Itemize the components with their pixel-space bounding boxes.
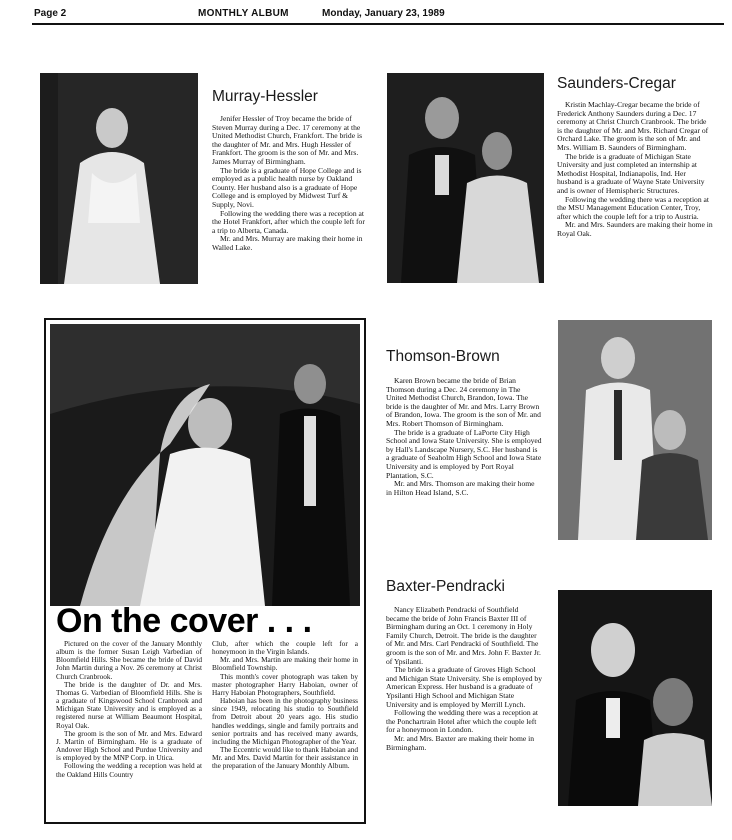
article-paragraph: Kristin Machlay-Cregar became the bride of Frederick Anthony Saunders during a Dec. 17 ceremony at Christ Church Cranbrook. The bride is the daughter of Mr. and Mrs. Richard Cregar of Orchard Lake. The groom is the son of Mr. and Mrs. William B. Saunders of Birmingham. bbox=[557, 100, 709, 152]
page-header bbox=[0, 8, 732, 22]
cover-column-left bbox=[56, 640, 202, 779]
article-paragraph: Mr. and Mrs. Saunders are making their home in Royal Oak. bbox=[557, 220, 713, 238]
article-paragraph: Following the wedding there was a reception at the Hotel Frankfort, after which the couple left for a trip to Alberta, Canada. bbox=[212, 208, 365, 235]
publication-name: MONTHLY ALBUM bbox=[198, 8, 289, 19]
article-paragraph: Following the wedding there was a reception at the MSU Management Education Center, Troy, after which the couple left for a trip to Austria. bbox=[557, 194, 710, 221]
article-paragraph: The bride is a graduate of Groves High School and Michigan State University. She is employed by American Express. Her husband is a graduate of Ypsilanti High School and Michigan State University and is employed by Merrill Lynch. bbox=[386, 665, 542, 709]
thomson-brown-article bbox=[386, 377, 542, 497]
article-paragraph: The groom is the son of Mr. and Mrs. Edward J. Martin of Birmingham. He is a graduate of Andover High School and Purdue University and is employed by the MNP Corp. in Utica. bbox=[56, 728, 202, 763]
article-paragraph: Pictured on the cover of the January Monthly album is the former Susan Leigh Varbedian of Bloomfield Hills. She became the bride of David John Martin during a Nov. 26 ceremony at Christ Church Cranbrook. bbox=[56, 639, 202, 681]
article-paragraph: The bride is the daughter of Dr. and Mrs. Thomas G. Varbedian of Bloomfield Hills. She is a graduate of Kingswood School Cranbrook and Michigan State University and is employed as a registered nurse at William Beaumont Hospital, Royal Oak. bbox=[56, 679, 202, 730]
page-number: Page 2 bbox=[34, 8, 67, 19]
thomson-brown-photo bbox=[558, 320, 712, 540]
article-paragraph: Jenifer Hessler of Troy became the bride of Steven Murray during a Dec. 17 ceremony at the United Methodist Church, Frankfort. The bride is the daughter of Mr. and Mrs. Hugh Hessler of Frankfort. The groom is the son of Mr. and Mrs. James Murray of Birmingham. bbox=[212, 114, 363, 166]
article-paragraph: Following the wedding there was a reception at the Ponchartrain Hotel after which the couple left for a honeymoon in London. bbox=[386, 708, 539, 735]
article-paragraph: Mr. and Mrs. Murray are making their home in Walled Lake. bbox=[212, 234, 363, 252]
saunders-cregar-headline: Saunders-Cregar bbox=[557, 75, 676, 92]
article-paragraph: Club, after which the couple left for a honeymoon in the Virgin Islands. bbox=[212, 639, 358, 657]
article-paragraph: The Eccentric would like to thank Haboian and Mr. and Mrs. David Martin for their assistance in the preparation of the January Monthly Album. bbox=[212, 745, 358, 771]
murray-hessler-photo bbox=[40, 73, 198, 284]
thomson-brown-headline: Thomson-Brown bbox=[386, 348, 500, 365]
article-paragraph: Nancy Elizabeth Pendracki of Southfield became the bride of John Francis Baxter III of Birmingham during an Oct. 1 ceremony in Holy Family Church, Detroit. The bride is the daughter of Mr. and Mrs. Carl Pendracki of Southfield. The groom is the son of Mr. and Mrs. John F. Baxter Jr. of Ypsilanti. bbox=[386, 605, 541, 666]
cover-title: On the cover . . . bbox=[56, 602, 312, 640]
murray-hessler-headline: Murray-Hessler bbox=[212, 88, 318, 105]
baxter-pendracki-photo bbox=[558, 590, 712, 806]
cover-column-right bbox=[212, 640, 358, 771]
header-rule bbox=[32, 23, 724, 25]
article-paragraph: This month's cover photograph was taken by master photographer Harry Haboian, owner of Harry Haboian Photographers, Southfield. bbox=[212, 671, 358, 697]
article-paragraph: The bride is a graduate of LaPorte City High School and Iowa State University. She is employed by Hall's Landscape Nursery, S.C. Her husband is a graduate of Seaholm High School and Iowa State University and is employed by Port Royal Plantation, S.C. bbox=[386, 427, 542, 480]
murray-hessler-article bbox=[212, 115, 368, 253]
article-paragraph: Following the wedding a reception was held at the Oakland Hills Country bbox=[56, 761, 202, 779]
saunders-cregar-photo bbox=[387, 73, 544, 283]
article-paragraph: Mr. and Mrs. Martin are making their home in Bloomfield Township. bbox=[212, 655, 358, 673]
article-paragraph: Mr. and Mrs. Thomson are making their home in Hilton Head Island, S.C. bbox=[386, 479, 535, 497]
baxter-pendracki-article bbox=[386, 606, 542, 752]
article-paragraph: Haboian has been in the photography business since 1949, relocating his studio to Southfield from Detroit about 20 years ago. His studio handles weddings, single and family portraits and senior portraits and has received many awards, including the Michigan Photographer of the Year. bbox=[212, 696, 358, 746]
issue-date: Monday, January 23, 1989 bbox=[322, 8, 445, 19]
article-paragraph: The bride is a graduate of Hope College and is employed as a public health nurse by Oakland County. Her husband also is a graduate of Hope College and is employed by Midwest Turf & Supply, Novi. bbox=[212, 165, 362, 209]
saunders-cregar-article bbox=[557, 101, 713, 239]
cover-photo bbox=[50, 324, 360, 606]
baxter-pendracki-headline: Baxter-Pendracki bbox=[386, 578, 505, 595]
article-paragraph: The bride is a graduate of Michigan State University and just completed an internship at Methodist Hospital, Indianapolis, Ind. Her husband is a graduate of Wayne State University and is owner of Hemispheric Structures. bbox=[557, 151, 705, 195]
article-paragraph: Mr. and Mrs. Baxter are making their home in Birmingham. bbox=[386, 733, 535, 752]
article-paragraph: Karen Brown became the bride of Brian Thomson during a Dec. 24 ceremony in The United Methodist Church, Brandon, Iowa. The bride is the daughter of Mr. and Mrs. Larry Brown of Brandon, Iowa. The groom is the son of Mr. and Mrs. Robert Thomson of Birmingham. bbox=[386, 376, 541, 428]
